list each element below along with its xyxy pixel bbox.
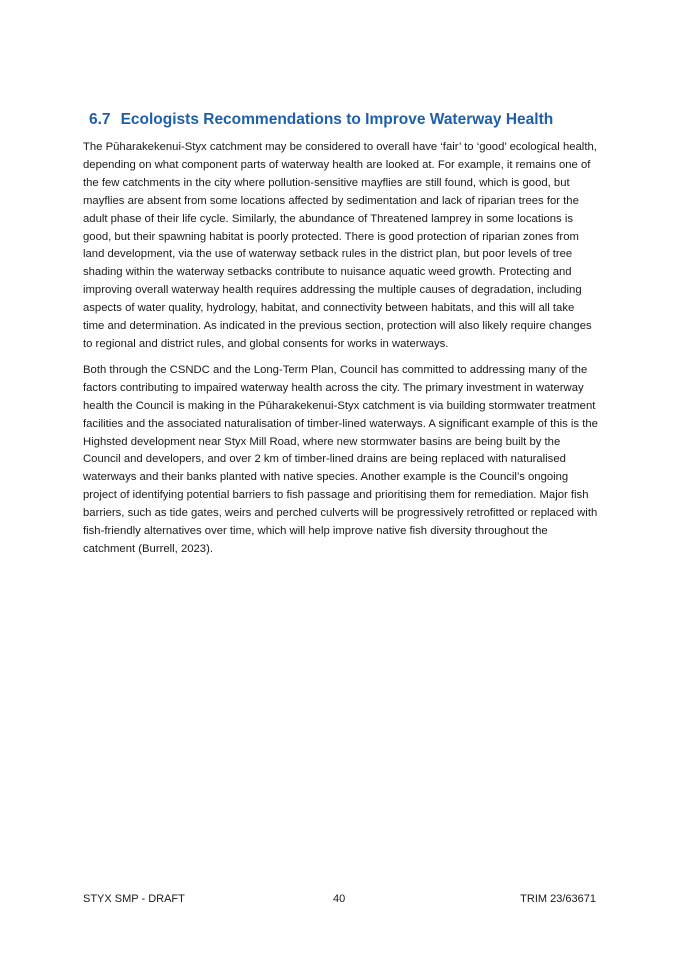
page-footer	[83, 893, 596, 909]
paragraph-1: The Pūharakekenui-Styx catchment may be considered to overall have ‘fair’ to ‘good’ ecological health, depending on what component parts of waterway health are looked at. For example, it remains one of the few catchments in the city where pollution-sensitive mayflies are still found, which is good, but mayflies are absent from some locations affected by sedimentation and lack of riparian trees for the adult phase of their life cycle. Similarly, the abundance of Threatened lamprey in some locations is good, but their spawning habitat is poorly protected. There is good protection of riparian zones from land development, via the use of waterway setback rules in the district plan, but poor levels of tree shading within the waterway setbacks contribute to nuisance aquatic weed growth. Protecting and improving overall waterway health requires addressing the multiple causes of degradation, including aspects of water quality, hydrology, habitat, and connectivity between habitats, and this will all take time and determination. As indicated in the previous section, protection will also likely require changes to regional and district rules, and global consents for works in waterways.	[83, 141, 597, 350]
paragraph-2: Both through the CSNDC and the Long-Term Plan, Council has committed to addressing many of the factors contributing to impaired waterway health across the city. The primary investment in waterway health the Council is making in the Pūharakekenui-Styx catchment is via building stormwater treatment facilities and the associated naturalisation of timber-lined waterways. A significant example of this is the Highsted development near Styx Mill Road, where new stormwater basins are being built by the Council and developers, and over 2 km of timber-lined drains are being replaced with naturalised waterways and their banks planted with native species. Another example is the Council’s ongoing project of identifying potential barriers to fish passage and prioritising them for remediation. Major fish barriers, such as tide gates, weirs and perched culverts will be progressively retrofitted or replaced with fish-friendly alternatives over time, which will help improve native fish diversity throughout the catchment (Burrell, 2023).	[83, 363, 598, 555]
footer-trim-reference: TRIM 23/63671	[520, 893, 596, 905]
section-heading	[89, 111, 553, 129]
section-number: 6.7	[89, 111, 111, 128]
section-title: Ecologists Recommendations to Improve Waterway Health	[120, 111, 554, 128]
footer-page-number: 40	[333, 893, 346, 905]
body-text	[83, 139, 598, 567]
footer-document-label: STYX SMP - DRAFT	[83, 893, 185, 905]
